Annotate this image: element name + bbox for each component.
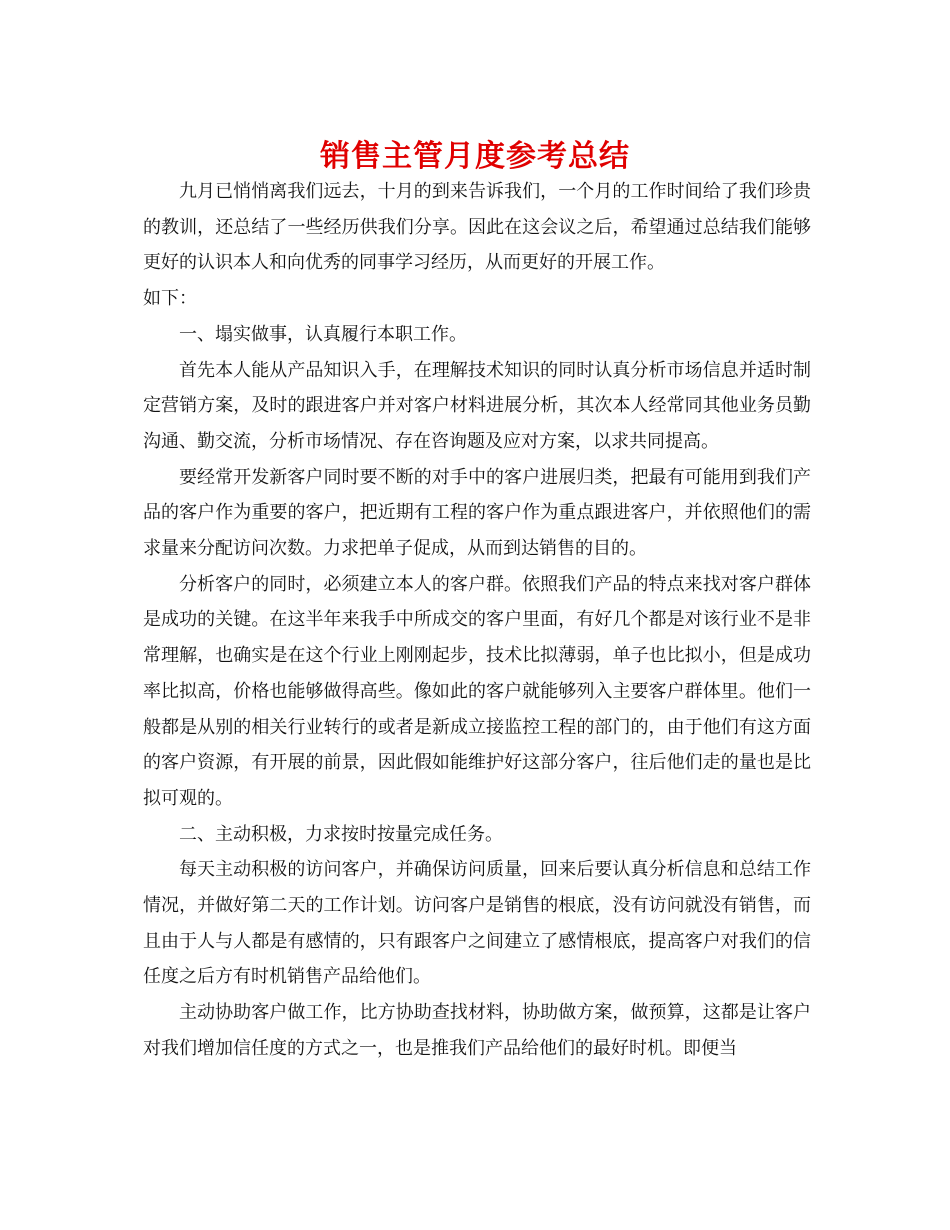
paragraph-product-knowledge: 首先本人能从产品知识入手，在理解技术知识的同时认真分析市场信息并适时制定营销方案，及时的跟进客户并对客户材料进展分析，其次本人经常同其他业务员勤沟通、勤交流，分析市场情况、存在咨询题及应对方案，以求共同提高。	[143, 359, 811, 452]
document-title: 销售主管月度参考总结	[320, 139, 630, 174]
section-heading-1: 一、塌实做事，认真履行本职工作。	[179, 323, 467, 345]
paragraph-intro: 九月已悄悄离我们远去，十月的到来告诉我们，一个月的工作时间给了我们珍贵的教训，还总结了一些经历供我们分享。因此在这会议之后，希望通过总结我们能够更好的认识本人和向优秀的同事学习经历，从而更好的开展工作。	[143, 181, 811, 274]
document-body	[143, 174, 811, 1067]
paragraph-as-follows: 如下：	[143, 288, 197, 310]
paragraph-client-group: 分析客户的同时，必须建立本人的客户群。依照我们产品的特点来找对客户群体是成功的关键。在这半年来我手中所成交的客户里面，有好几个都是对该行业不是非常理解，也确实是在这个行业上刚刚起步，技术比拟薄弱，单子也比拟小，但是成功率比拟高，价格也能够做得高些。像如此的客户就能够列入主要客户群体里。他们一般都是从别的相关行业转行的或者是新成立接监控工程的部门的，由于他们有这方面的客户资源，有开展的前景，因此假如能维护好这部分客户，往后他们走的量也是比拟可观的。	[143, 573, 811, 809]
paragraph-daily-visits: 每天主动积极的访问客户，并确保访问质量，回来后要认真分析信息和总结工作情况，并做好第二天的工作计划。访问客户是销售的根底，没有访问就没有销售，而且由于人与人都是有感情的，只有跟客户之间建立了感情根底，提高客户对我们的信任度之后方有时机销售产品给他们。	[143, 859, 811, 988]
paragraph-assist-clients: 主动协助客户做工作，比方协助查找材料，协助做方案，做预算，这都是让客户对我们增加信任度的方式之一，也是推我们产品给他们的最好时机。即便当	[143, 1002, 811, 1059]
section-heading-2: 二、主动积极，力求按时按量完成任务。	[179, 823, 503, 845]
paragraph-new-clients: 要经常开发新客户同时要不断的对手中的客户进展归类，把最有可能用到我们产品的客户作为重要的客户，把近期有工程的客户作为重点跟进客户，并依照他们的需求量来分配访问次数。力求把单子促成，从而到达销售的目的。	[143, 466, 811, 560]
